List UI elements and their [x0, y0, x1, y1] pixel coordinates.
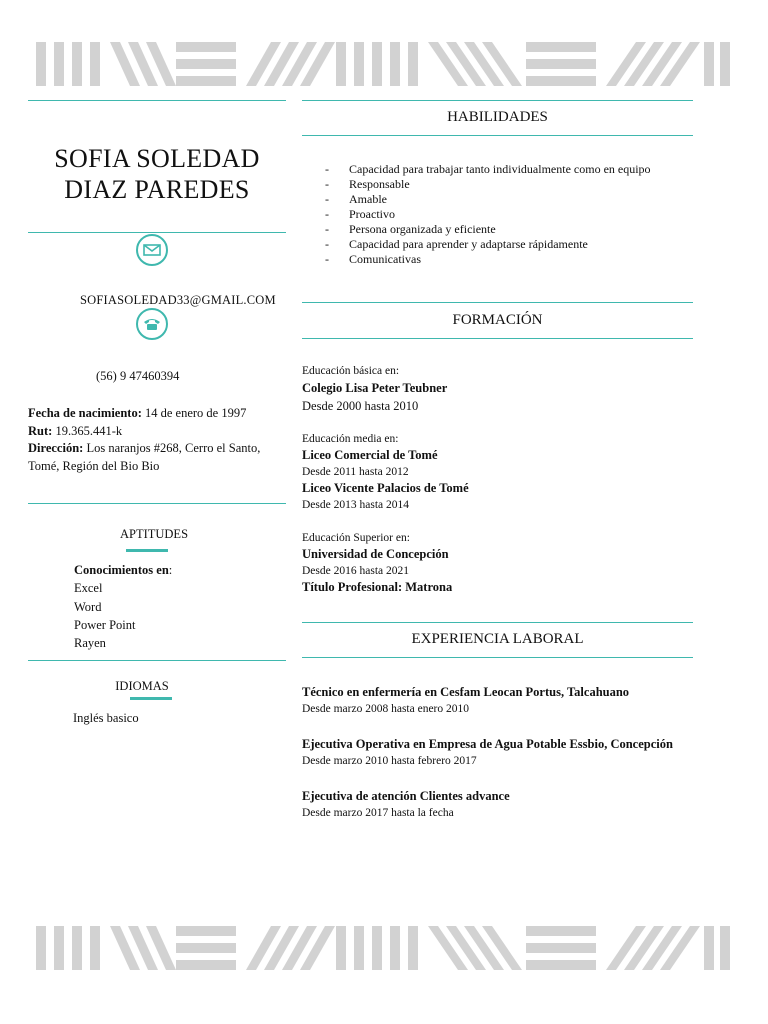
job-dates: Desde marzo 2008 hasta enero 2010	[302, 703, 470, 715]
knowledge-label: Conocimientos en	[74, 563, 169, 577]
aptitudes-list	[74, 561, 172, 652]
name-line-1: SOFIA SOLEDAD	[54, 144, 260, 173]
bullet: -	[325, 192, 329, 206]
language-item: Inglés basico	[73, 711, 139, 725]
bullet: -	[325, 207, 329, 221]
degree-title: Título Profesional: Matrona	[302, 580, 453, 594]
list-item: Rayen	[74, 636, 106, 651]
list-item: Word	[74, 599, 102, 614]
school-name: Liceo Vicente Palacios de Tomé	[302, 481, 469, 495]
list-item: Excel	[74, 581, 103, 596]
habilidades-bottom-rule	[302, 135, 693, 136]
education-label: Educación básica en:	[302, 365, 400, 377]
education-dates: Desde 2016 hasta 2021	[302, 565, 409, 577]
bullet: -	[325, 162, 329, 176]
aptitudes-title: APTITUDES	[119, 527, 189, 541]
skill-text: Capacidad para aprender y adaptarse rápidamente	[349, 237, 588, 251]
birth-label: Fecha de nacimiento:	[28, 406, 142, 420]
education-label: Educación media en:	[302, 433, 399, 445]
formacion-bottom-rule	[302, 338, 693, 339]
skill-text: Responsable	[349, 177, 410, 191]
habilidades-title: HABILIDADES	[447, 109, 548, 125]
skill-text: Proactivo	[349, 207, 395, 221]
skill-text: Comunicativas	[349, 252, 421, 266]
skill-text: Amable	[349, 192, 387, 206]
education-basica	[302, 363, 702, 415]
envelope-icon	[136, 234, 168, 266]
personal-divider	[28, 503, 286, 504]
bottom-banner-pattern	[36, 926, 730, 970]
left-top-divider	[28, 100, 286, 101]
education-dates: Desde 2011 hasta 2012	[302, 466, 409, 478]
telephone-icon	[136, 308, 168, 340]
education-dates: Desde 2013 hasta 2014	[302, 499, 409, 511]
idiomas-title: IDIOMAS	[115, 679, 169, 693]
bullet: -	[325, 177, 329, 191]
skill-text: Capacidad para trabajar tanto individualmente como en equipo	[349, 162, 651, 176]
job-entry	[302, 788, 712, 821]
skill-text: Persona organizada y eficiente	[349, 222, 496, 236]
school-name: Colegio Lisa Peter Teubner	[302, 381, 448, 395]
education-superior	[302, 530, 702, 596]
job-dates: Desde marzo 2010 hasta febrero 2017	[302, 755, 477, 767]
phone-text: (56) 9 47460394	[96, 369, 180, 383]
address-label: Dirección:	[28, 441, 84, 455]
list-item	[325, 192, 705, 207]
job-title: Ejecutiva de atención Clientes advance	[302, 789, 510, 803]
bullet: -	[325, 252, 329, 266]
list-item	[325, 252, 705, 267]
job-entry	[302, 684, 712, 717]
school-name: Liceo Comercial de Tomé	[302, 448, 438, 462]
formacion-top-rule	[302, 302, 693, 303]
education-label: Educación Superior en:	[302, 532, 410, 544]
education-media	[302, 431, 702, 513]
address-value-line-1: Los naranjos #268, Cerro el Santo,	[86, 441, 261, 455]
name-line-2: DIAZ PAREDES	[64, 175, 250, 204]
rut-label: Rut:	[28, 423, 53, 438]
full-name	[28, 143, 286, 205]
list-item	[325, 162, 705, 177]
name-divider	[28, 232, 286, 233]
list-item: Power Point	[74, 617, 136, 632]
list-item	[325, 237, 705, 252]
education-dates: Desde 2000 hasta 2010	[302, 399, 419, 413]
job-dates: Desde marzo 2017 hasta la fecha	[302, 807, 454, 819]
aptitudes-underline	[126, 549, 168, 552]
address-value-line-2: Tomé, Región del Bio Bio	[28, 458, 160, 473]
top-banner-pattern	[36, 42, 730, 86]
job-entry	[302, 736, 712, 769]
list-item	[325, 207, 705, 222]
experiencia-title: EXPERIENCIA LABORAL	[411, 631, 584, 647]
habilidades-top-rule	[302, 100, 693, 101]
bullet: -	[325, 237, 329, 251]
birth-value: 14 de enero de 1997	[145, 406, 247, 420]
experiencia-top-rule	[302, 622, 693, 623]
birth-date-row	[28, 405, 286, 423]
list-item	[325, 177, 705, 192]
address-row	[28, 440, 286, 475]
job-title: Técnico en enfermería en Cesfam Leocan Portus, Talcahuano	[302, 685, 630, 699]
job-title: Ejecutiva Operativa en Empresa de Agua Potable Essbio, Concepción	[302, 737, 673, 751]
skills-list	[325, 162, 705, 267]
knowledge-colon: :	[168, 563, 173, 577]
school-name: Universidad de Concepción	[302, 547, 449, 561]
formacion-title: FORMACIÓN	[452, 312, 543, 328]
experiencia-bottom-rule	[302, 657, 693, 658]
list-item	[325, 222, 705, 237]
bullet: -	[325, 222, 329, 236]
email-text: SOFIASOLEDAD33@GMAIL.COM	[80, 293, 276, 307]
rut-row	[28, 423, 286, 441]
knowledge-heading	[74, 561, 172, 579]
rut-value: 19.365.441-k	[55, 423, 123, 438]
aptitudes-divider	[28, 660, 286, 661]
personal-info	[28, 405, 286, 475]
idiomas-underline	[130, 697, 172, 700]
